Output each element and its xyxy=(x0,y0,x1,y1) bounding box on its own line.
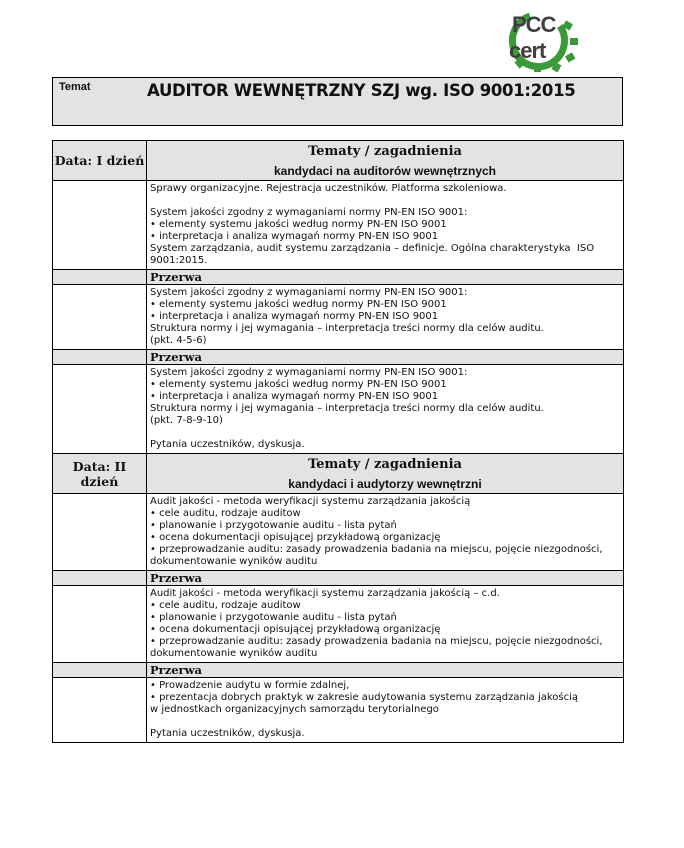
content-line: 9001:2015. xyxy=(150,255,208,266)
day2-session1 xyxy=(147,494,624,571)
day1-heading-cell xyxy=(147,141,624,181)
time-cell xyxy=(53,350,147,365)
break-label: Przerwa xyxy=(147,350,624,365)
content-line: System zarządzania, audit systemu zarządzania – definicje. Ogólna charakterystyka ISO xyxy=(150,243,595,254)
break-row xyxy=(53,270,624,285)
course-title: AUDITOR WEWNĘTRZNY SZJ wg. ISO 9001:2015 xyxy=(147,81,576,100)
content-line: • ocena dokumentacji opisującej przykładową organizację xyxy=(150,624,441,635)
logo-text-top: PCC xyxy=(512,12,556,37)
day1-session-row xyxy=(53,181,624,270)
day2-session-row xyxy=(53,586,624,663)
content-line: • cele auditu, rodzaje auditow xyxy=(150,600,301,611)
time-cell xyxy=(53,678,147,743)
time-cell xyxy=(53,494,147,571)
logo-text-bottom: cert xyxy=(509,38,546,63)
schedule-table xyxy=(52,140,624,743)
day1-header-row xyxy=(53,141,624,181)
time-cell xyxy=(53,586,147,663)
content-line: • Prowadzenie audytu w formie zdalnej, xyxy=(150,680,350,691)
time-cell xyxy=(53,285,147,350)
content-line: Struktura normy i jej wymagania – interpretacja treści normy dla celów auditu. xyxy=(150,403,544,414)
day2-heading-cell xyxy=(147,454,624,494)
content-line: • interpretacja i analiza wymagań normy PN-EN ISO 9001 xyxy=(150,311,439,322)
day1-session2 xyxy=(147,285,624,350)
day2-session-row xyxy=(53,494,624,571)
break-label: Przerwa xyxy=(147,571,624,586)
day2-subheading: kandydaci i audytorzy wewnętrzni xyxy=(288,477,482,491)
content-line: • ocena dokumentacji opisującej przykładową organizację xyxy=(150,532,441,543)
content-line: w jednostkach organizacyjnych samorządu terytorialnego xyxy=(150,704,439,715)
break-row xyxy=(53,350,624,365)
day2-label: Data: II dzień xyxy=(53,454,147,494)
time-cell xyxy=(53,365,147,454)
blank-line xyxy=(150,195,620,207)
content-line: dokumentowanie wyników auditu xyxy=(150,648,318,659)
content-line: • interpretacja i analiza wymagań normy PN-EN ISO 9001 xyxy=(150,391,439,402)
content-line: (pkt. 7-8-9-10) xyxy=(150,415,223,426)
content-line: Audit jakości - metoda weryfikacji systemu zarządzania jakością xyxy=(150,496,471,507)
topic-header xyxy=(52,77,623,126)
content-line: • elementy systemu jakości według normy PN-EN ISO 9001 xyxy=(150,299,447,310)
break-label: Przerwa xyxy=(147,663,624,678)
blank-line xyxy=(150,716,620,728)
content-line: (pkt. 4-5-6) xyxy=(150,335,207,346)
time-cell xyxy=(53,270,147,285)
content-line: • planowanie i przygotowanie auditu - lista pytań xyxy=(150,520,397,531)
day2-session-row xyxy=(53,678,624,743)
content-line: • elementy systemu jakości według normy PN-EN ISO 9001 xyxy=(150,219,447,230)
content-line: System jakości zgodny z wymaganiami normy PN-EN ISO 9001: xyxy=(150,207,468,218)
break-row xyxy=(53,663,624,678)
day1-session-row xyxy=(53,285,624,350)
topic-label: Temat xyxy=(59,81,91,93)
content-line: • planowanie i przygotowanie auditu - lista pytań xyxy=(150,612,397,623)
pcc-cert-logo xyxy=(500,8,578,72)
content-line: Sprawy organizacyjne. Rejestracja uczestników. Platforma szkoleniowa. xyxy=(150,183,507,194)
content-line: • prezentacja dobrych praktyk w zakresie audytowania systemu zarządzania jakością xyxy=(150,692,579,703)
content-line: • elementy systemu jakości według normy PN-EN ISO 9001 xyxy=(150,379,447,390)
day2-session2 xyxy=(147,586,624,663)
time-cell xyxy=(53,571,147,586)
day1-session1 xyxy=(147,181,624,270)
day2-session3 xyxy=(147,678,624,743)
blank-line xyxy=(150,427,620,439)
content-line: • interpretacja i analiza wymagań normy PN-EN ISO 9001 xyxy=(150,231,439,242)
content-line: Pytania uczestników, dyskusja. xyxy=(150,439,305,450)
content-line: • przeprowadzanie auditu: zasady prowadzenia badania na miejscu, pojęcie niezgodności, xyxy=(150,636,603,647)
content-line: System jakości zgodny z wymaganiami normy PN-EN ISO 9001: xyxy=(150,367,468,378)
day1-heading: Tematy / zagadnienia xyxy=(308,144,462,159)
day1-session3 xyxy=(147,365,624,454)
day2-header-row xyxy=(53,454,624,494)
content-line: Pytania uczestników, dyskusja. xyxy=(150,728,305,739)
content-line: dokumentowanie wyników auditu xyxy=(150,556,318,567)
break-row xyxy=(53,571,624,586)
time-cell xyxy=(53,181,147,270)
break-label: Przerwa xyxy=(147,270,624,285)
content-line: • przeprowadzanie auditu: zasady prowadzenia badania na miejscu, pojęcie niezgodności, xyxy=(150,544,603,555)
content-line: Struktura normy i jej wymagania – interpretacja treści normy dla celów auditu. xyxy=(150,323,544,334)
content-line: Audit jakości - metoda weryfikacji systemu zarządzania jakością – c.d. xyxy=(150,588,500,599)
content-line: System jakości zgodny z wymaganiami normy PN-EN ISO 9001: xyxy=(150,287,468,298)
day2-heading: Tematy / zagadnienia xyxy=(308,457,462,472)
day1-subheading: kandydaci na auditorów wewnętrznych xyxy=(273,164,497,178)
day1-session-row xyxy=(53,365,624,454)
day1-label: Data: I dzień xyxy=(53,141,147,181)
time-cell xyxy=(53,663,147,678)
content-line: • cele auditu, rodzaje auditow xyxy=(150,508,301,519)
